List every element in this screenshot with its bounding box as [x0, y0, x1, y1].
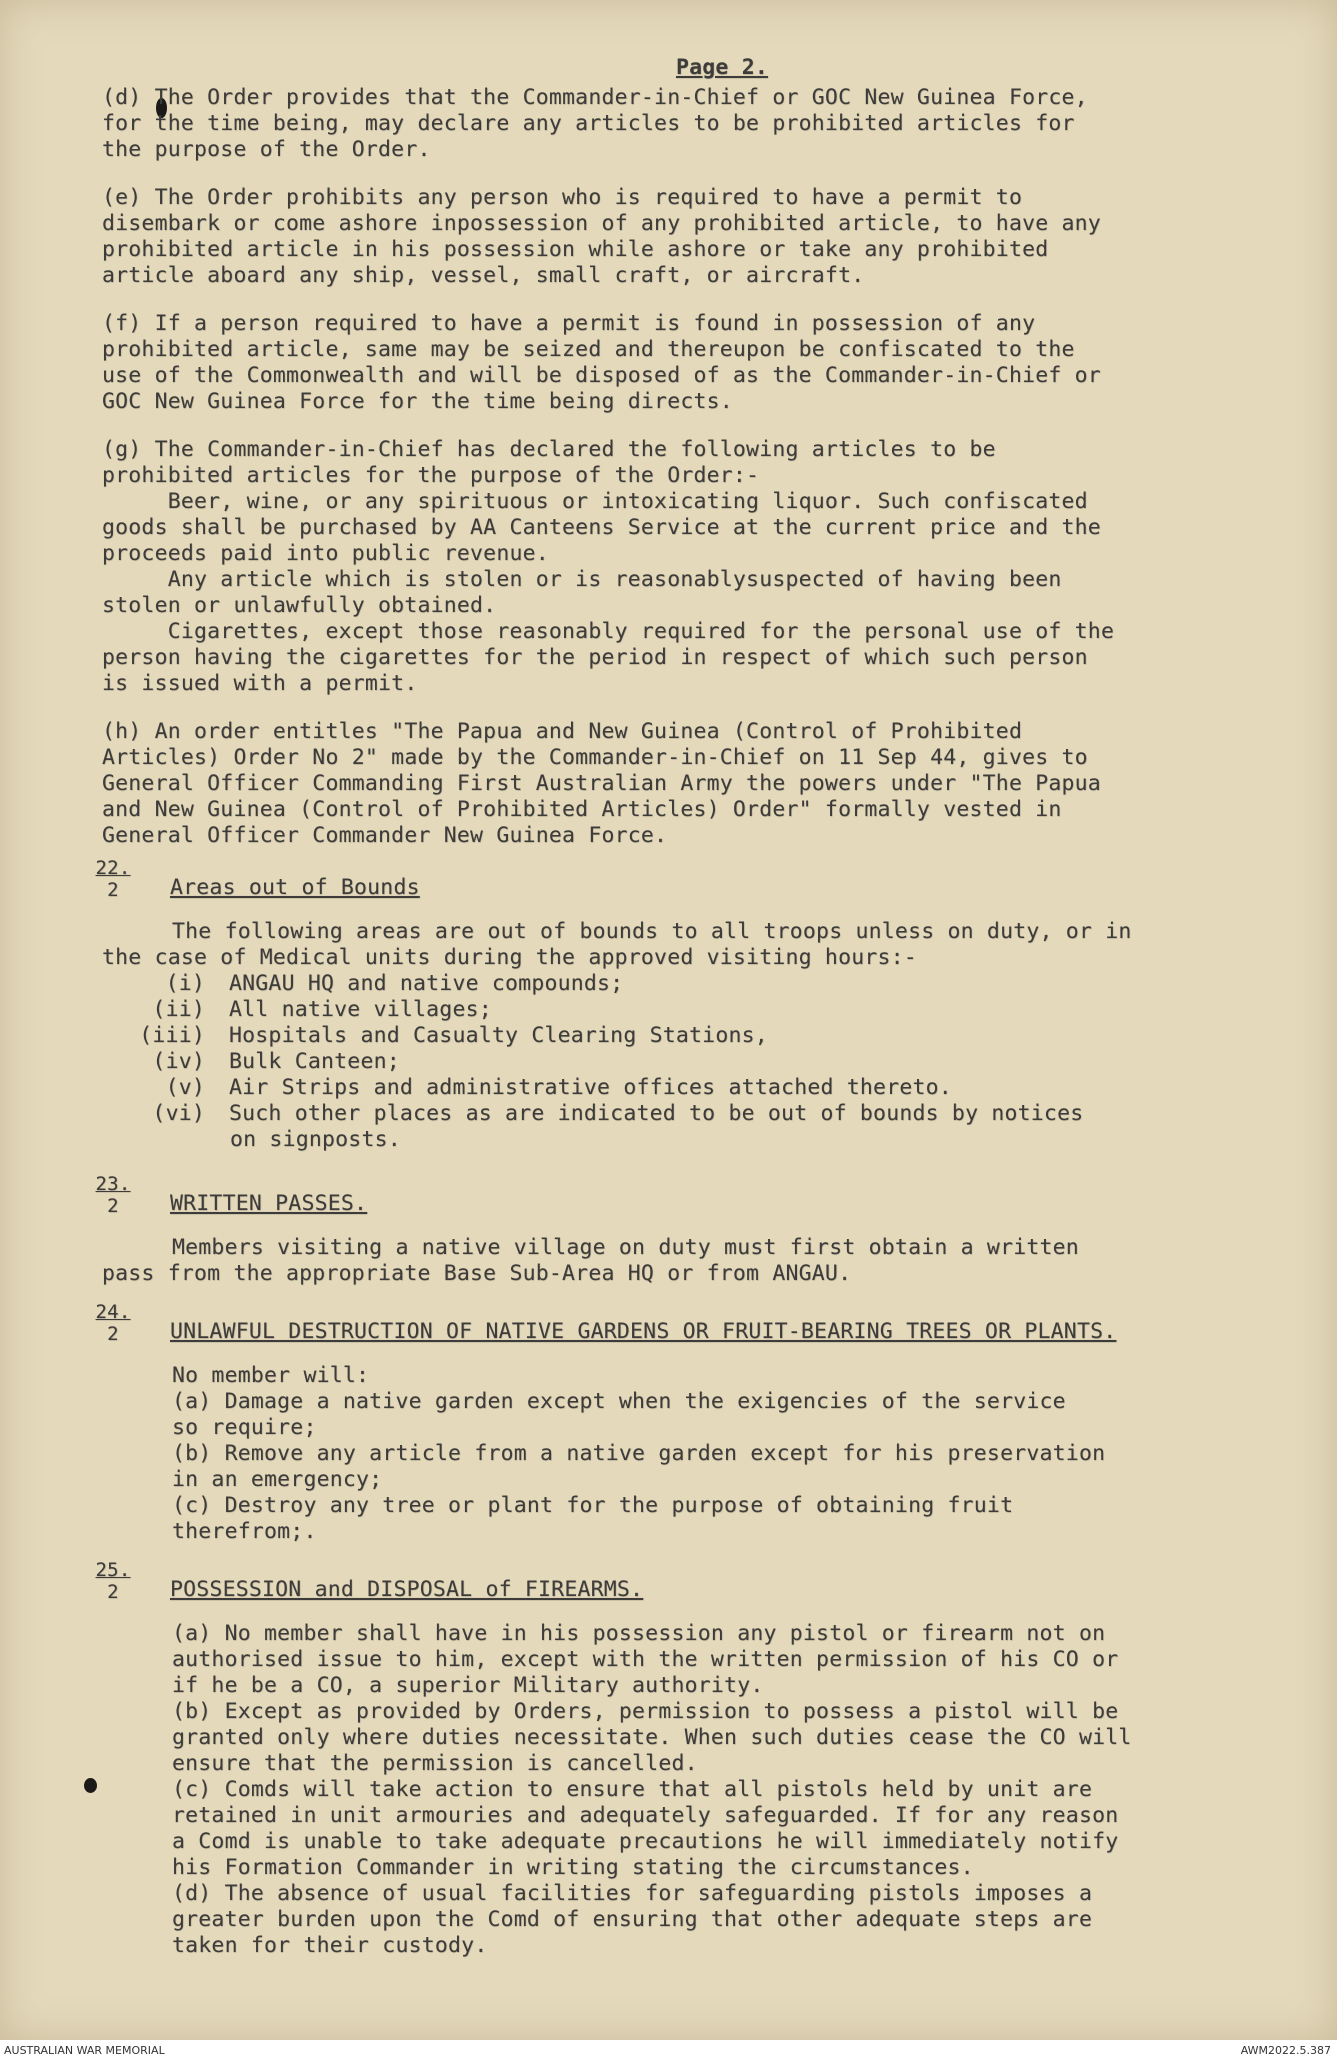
section-number-bottom: 2: [107, 1323, 119, 1345]
text-line: greater burden upon the Comd of ensuring that other adequate steps are: [172, 1907, 1093, 1932]
section-number: [95, 1559, 131, 1603]
list-item-number: (i): [165, 971, 205, 996]
text-line: General Officer Commanding First Australian Army the powers under "The Papua: [102, 771, 1101, 796]
section-number-top: 24.: [95, 1301, 131, 1323]
text-line: a Comd is unable to take adequate precautions he will immediately notify: [172, 1829, 1119, 1854]
paragraph-f: [102, 311, 1282, 415]
text-line: prohibited articles for the purpose of the Order:-: [102, 463, 760, 488]
text-line: Members visiting a native village on duty must first obtain a written: [172, 1235, 1079, 1260]
text-line: proceeds paid into public revenue.: [102, 541, 549, 566]
list-item-number: (vi): [152, 1101, 205, 1126]
text-line: (b) Remove any article from a native garden except for his preservation: [172, 1441, 1106, 1466]
text-line: pass from the appropriate Base Sub-Area HQ or from ANGAU.: [102, 1261, 852, 1286]
text-line: (g) The Commander-in-Chief has declared the following articles to be: [102, 437, 996, 462]
paragraph-e: [102, 185, 1282, 289]
text-line: Articles) Order No 2" made by the Commander-in-Chief on 11 Sep 44, gives to: [102, 745, 1088, 770]
section-number-bottom: 2: [107, 1581, 119, 1603]
list-item-text: Bulk Canteen;: [229, 1049, 400, 1074]
text-line: (c) Destroy any tree or plant for the purpose of obtaining fruit: [172, 1493, 1014, 1518]
section-number-top: 23.: [95, 1173, 131, 1195]
list-item: [102, 1049, 1282, 1075]
text-line: if he be a CO, a superior Military authority.: [172, 1673, 764, 1698]
text-line: disembark or come ashore inpossession of any prohibited article, to have any: [102, 211, 1101, 236]
section-number: [95, 1301, 131, 1345]
text-line: person having the cigarettes for the period in respect of which such person: [102, 645, 1088, 670]
paragraph-d: [102, 85, 1282, 163]
text-line: so require;: [172, 1415, 317, 1440]
text-line: (e) The Order prohibits any person who is required to have a permit to: [102, 185, 1023, 210]
text-line: Beer, wine, or any spirituous or intoxicating liquor. Such confiscated: [102, 489, 1088, 514]
text-line: authorised issue to him, except with the written permission of his CO or: [172, 1647, 1119, 1672]
paragraph-g: [102, 437, 1282, 697]
text-line: stolen or unlawfully obtained.: [102, 593, 497, 618]
ink-blot-left: [84, 1778, 97, 1793]
list-item-text: All native villages;: [229, 997, 492, 1022]
text-line: prohibited article, same may be seized and thereupon be confiscated to the: [102, 337, 1075, 362]
text-line: (d) The absence of usual facilities for safeguarding pistols imposes a: [172, 1881, 1093, 1906]
list-item: [102, 1101, 1282, 1127]
text-line: (a) No member shall have in his possession any pistol or firearm not on: [172, 1621, 1106, 1646]
section-23-body: [102, 1235, 1282, 1287]
text-line: (b) Except as provided by Orders, permission to possess a pistol will be: [172, 1699, 1119, 1724]
out-of-bounds-list: [102, 971, 1282, 1127]
text-line: his Formation Commander in writing stating the circumstances.: [172, 1855, 974, 1880]
list-item-number: (iv): [152, 1049, 205, 1074]
archive-footer: [0, 2040, 1337, 2061]
page-number: Page 2.: [675, 55, 768, 80]
text-line: and New Guinea (Control of Prohibited Articles) Order" formally vested in: [102, 797, 1062, 822]
text-line: ensure that the permission is cancelled.: [172, 1751, 698, 1776]
text-line: taken for their custody.: [172, 1933, 488, 1958]
list-item-text: Air Strips and administrative offices attached thereto.: [229, 1075, 952, 1100]
section-number-top: 25.: [95, 1559, 131, 1581]
section-title: WRITTEN PASSES.: [170, 1191, 368, 1216]
typed-text: [95, 55, 1282, 1959]
text-line: (f) If a person required to have a permit is found in possession of any: [102, 311, 1036, 336]
section-25-body: [102, 1621, 1282, 1959]
section-title: UNLAWFUL DESTRUCTION OF NATIVE GARDENS OR FRUIT-BEARING TREES OR PLANTS.: [170, 1319, 1117, 1344]
text-line: the case of Medical units during the approved visiting hours:-: [102, 945, 917, 970]
text-line: (d) The Order provides that the Commander-in-Chief or GOC New Guinea Force,: [102, 85, 1088, 110]
text-line: for the time being, may declare any articles to be prohibited articles for: [102, 111, 1075, 136]
text-line: on signposts.: [230, 1127, 401, 1152]
text-line: (h) An order entitles "The Papua and New Guinea (Control of Prohibited: [102, 719, 1023, 744]
list-item: [102, 1023, 1282, 1049]
list-item: [102, 997, 1282, 1023]
list-item-text: ANGAU HQ and native compounds;: [229, 971, 624, 996]
text-line: No member will:: [172, 1363, 370, 1388]
text-line: is issued with a permit.: [102, 671, 418, 696]
section-24-heading: [95, 1301, 1282, 1353]
section-22-body: [102, 919, 1282, 1153]
text-line: The following areas are out of bounds to all troops unless on duty, or in: [172, 919, 1132, 944]
text-line: therefrom;.: [172, 1519, 317, 1544]
text-line: General Officer Commander New Guinea Force.: [102, 823, 668, 848]
text-line: in an emergency;: [172, 1467, 383, 1492]
section-number-bottom: 2: [107, 879, 119, 901]
list-item-text: Hospitals and Casualty Clearing Stations,: [229, 1023, 768, 1048]
text-line: (a) Damage a native garden except when the exigencies of the service: [172, 1389, 1066, 1414]
section-24-body: [102, 1363, 1282, 1545]
section-number: [95, 857, 131, 901]
text-line: granted only where duties necessitate. When such duties cease the CO will: [172, 1725, 1132, 1750]
section-25-heading: [95, 1559, 1282, 1611]
text-line: retained in unit armouries and adequately safeguarded. If for any reason: [172, 1803, 1119, 1828]
footer-reference: AWM2022.5.387: [1240, 2044, 1331, 2057]
list-item: [102, 1075, 1282, 1101]
section-title: POSSESSION and DISPOSAL of FIREARMS.: [170, 1577, 644, 1602]
list-item-text: Such other places as are indicated to be out of bounds by notices: [229, 1101, 1084, 1126]
text-line: (c) Comds will take action to ensure that all pistols held by unit are: [172, 1777, 1093, 1802]
paragraph-h: [102, 719, 1282, 849]
list-item: [102, 971, 1282, 997]
text-line: Cigarettes, except those reasonably required for the personal use of the: [102, 619, 1115, 644]
text-line: Any article which is stolen or is reasonablysuspected of having been: [102, 567, 1062, 592]
section-number-top: 22.: [95, 857, 131, 879]
list-item-number: (v): [165, 1075, 205, 1100]
list-item-number: (iii): [139, 1023, 205, 1048]
text-line: use of the Commonwealth and will be disposed of as the Commander-in-Chief or: [102, 363, 1101, 388]
text-line: the purpose of the Order.: [102, 137, 431, 162]
list-item-number: (ii): [152, 997, 205, 1022]
footer-institution: AUSTRALIAN WAR MEMORIAL: [4, 2044, 165, 2057]
section-title: Areas out of Bounds: [170, 875, 420, 900]
text-line: prohibited article in his possession while ashore or take any prohibited: [102, 237, 1049, 262]
text-line: article aboard any ship, vessel, small craft, or aircraft.: [102, 263, 865, 288]
section-23-heading: [95, 1173, 1282, 1225]
section-number: [95, 1173, 131, 1217]
section-number-bottom: 2: [107, 1195, 119, 1217]
section-22-heading: [95, 857, 1282, 909]
text-line: GOC New Guinea Force for the time being directs.: [102, 389, 733, 414]
text-line: goods shall be purchased by AA Canteens Service at the current price and the: [102, 515, 1101, 540]
